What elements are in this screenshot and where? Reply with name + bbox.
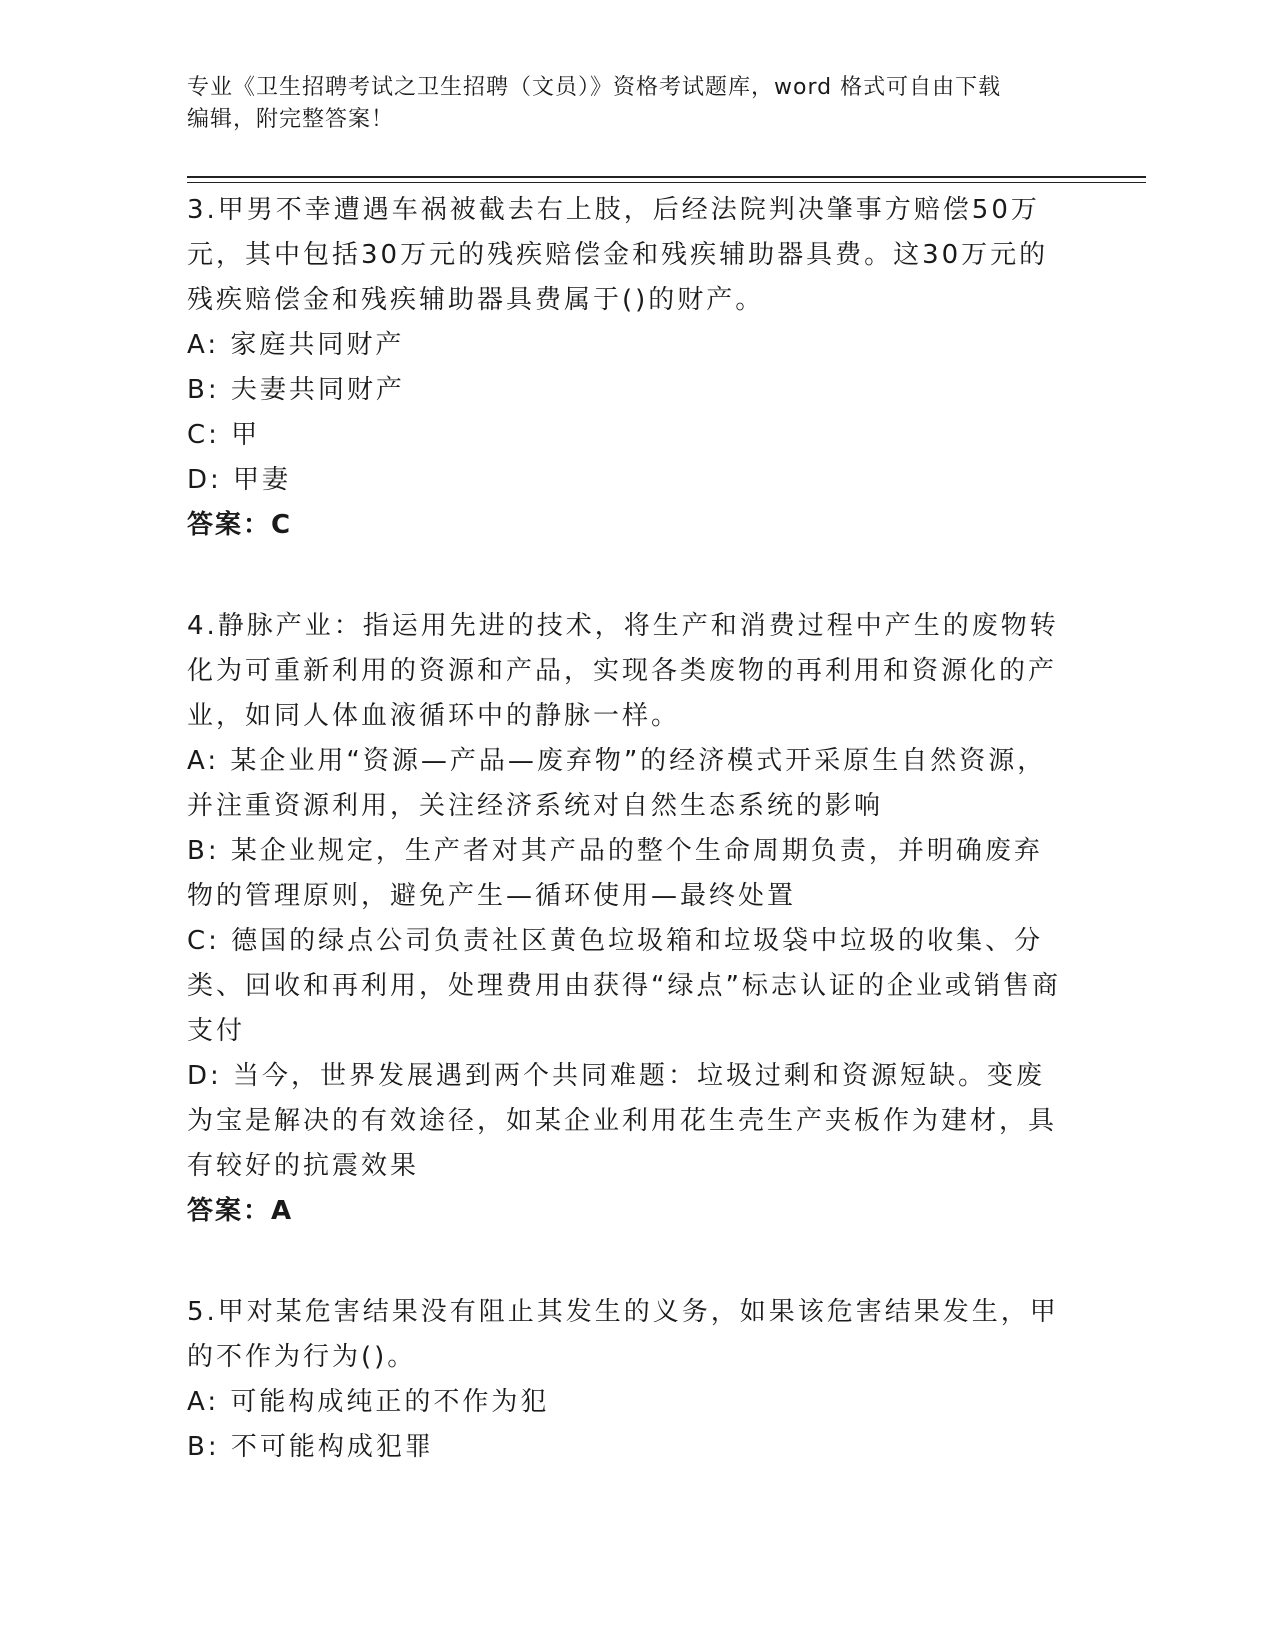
header-line-1: 专业《卫生招聘考试之卫生招聘（文员）》资格考试题库，word 格式可自由下载 <box>187 75 1002 100</box>
question-stem: 3.甲男不幸遭遇车祸被截去右上肢，后经法院判决肇事方赔偿50万元，其中包括30万元的残疾赔偿金和残疾辅助器具费。这30万元的残疾赔偿金和残疾辅助器具费属于()的财产。 <box>187 195 1049 315</box>
option-d: D: 当今，世界发展遇到两个共同难题：垃圾过剩和资源短缺。变废为宝是解决的有效途径，如某企业利用花生壳生产夹板作为建材，具有较好的抗震效果 <box>187 1061 1058 1181</box>
option-b: B: 夫妻共同财产 <box>187 375 405 405</box>
question-5 <box>187 1290 1067 1470</box>
question-list <box>187 188 1067 1526</box>
question-4 <box>187 604 1067 1234</box>
answer: 答案：A <box>187 1196 294 1226</box>
question-3 <box>187 188 1067 548</box>
option-d: D: 甲妻 <box>187 465 292 495</box>
option-c: C: 德国的绿点公司负责社区黄色垃圾箱和垃圾袋中垃圾的收集、分类、回收和再利用，处理费用由获得“绿点”标志认证的企业或销售商支付 <box>187 926 1061 1046</box>
question-stem: 5.甲对某危害结果没有阻止其发生的义务，如果该危害结果发生，甲的不作为行为()。 <box>187 1297 1059 1372</box>
page-header <box>187 72 1087 136</box>
option-a: A: 可能构成纯正的不作为犯 <box>187 1387 550 1417</box>
option-b: B: 某企业规定，生产者对其产品的整个生命周期负责，并明确废弃物的管理原则，避免产生—循环使用—最终处置 <box>187 836 1043 911</box>
option-a: A: 某企业用“资源—产品—废弃物”的经济模式开采原生自然资源，并注重资源利用，关注经济系统对自然生态系统的影响 <box>187 746 1047 821</box>
header-rule-thin <box>187 182 1146 183</box>
answer: 答案：C <box>187 510 293 540</box>
option-b: B: 不可能构成犯罪 <box>187 1432 434 1462</box>
option-c: C: 甲 <box>187 420 261 450</box>
header-rule-thick <box>187 176 1146 178</box>
option-a: A: 家庭共同财产 <box>187 330 405 360</box>
header-line-2: 编辑，附完整答案！ <box>187 107 395 132</box>
question-stem: 4.静脉产业：指运用先进的技术，将生产和消费过程中产生的废物转化为可重新利用的资源和产品，实现各类废物的再利用和资源化的产业，如同人体血液循环中的静脉一样。 <box>187 611 1059 731</box>
